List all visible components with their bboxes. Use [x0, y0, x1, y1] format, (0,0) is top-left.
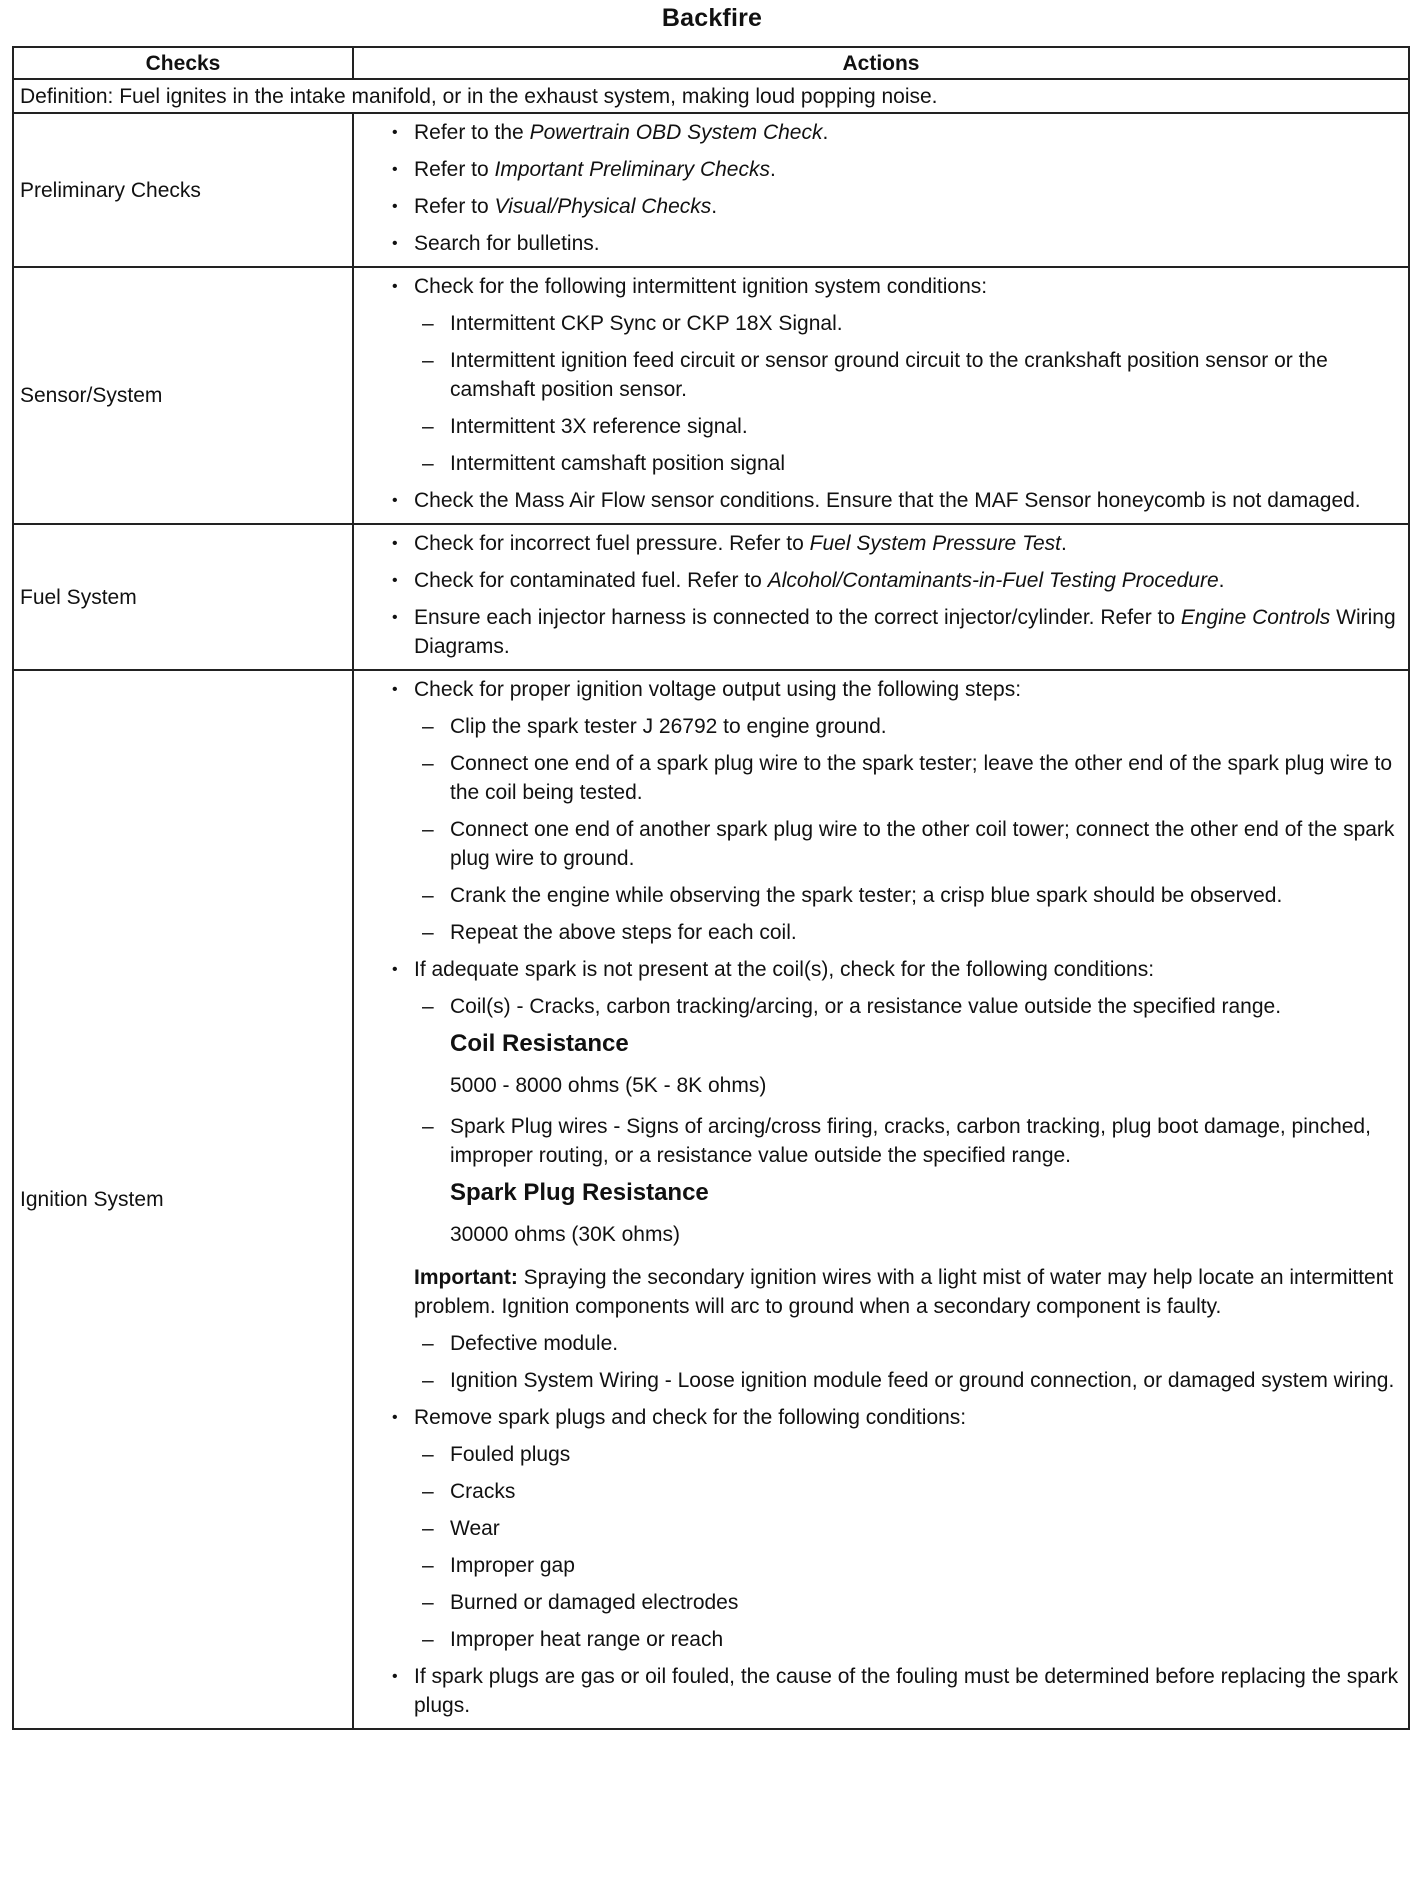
- table-row: [13, 670, 1409, 1729]
- actions-ignition: [353, 670, 1409, 1729]
- sub-item: – Burned or damaged electrodes: [370, 1588, 1400, 1617]
- sub-item: – Intermittent ignition feed circuit or sensor ground circuit to the crankshaft position sensor or the camshaft position sensor.: [370, 346, 1400, 404]
- important-text: Spraying the secondary ignition wires with a light mist of water may help locate an intermittent problem. Ignition components will arc to ground when a secondary component is faulty.: [414, 1266, 1394, 1318]
- header-row: [13, 47, 1409, 79]
- actions-preliminary: [353, 113, 1409, 267]
- item-text: Check for contaminated fuel. Refer to: [414, 569, 768, 592]
- diagnostic-table: [12, 46, 1410, 1730]
- actions-sensor: [353, 267, 1409, 524]
- plug-resistance-heading: Spark Plug Resistance: [450, 1179, 709, 1206]
- coil-resistance-heading: Coil Resistance: [450, 1030, 629, 1057]
- sub-item: – Wear: [370, 1514, 1400, 1543]
- item-text: Check for incorrect fuel pressure. Refer to: [414, 532, 810, 555]
- list-item: • Remove spark plugs and check for the following conditions:: [370, 1403, 1400, 1432]
- list-item: • Check for proper ignition voltage output using the following steps:: [370, 675, 1400, 704]
- item-text-end: Wiring Diagrams.: [414, 606, 1396, 658]
- sub-item: – Intermittent 3X reference signal.: [370, 412, 1400, 441]
- important-note: [414, 1263, 1400, 1321]
- item-text-end: .: [822, 121, 829, 144]
- check-label-preliminary: Preliminary Checks: [13, 113, 353, 267]
- check-label-ignition: Ignition System: [13, 670, 353, 1729]
- sub-item: – Repeat the above steps for each coil.: [370, 918, 1400, 947]
- item-text-end: .: [711, 195, 718, 218]
- item-text-end: .: [769, 158, 776, 181]
- definition-text: Definition: Fuel ignites in the intake manifold, or in the exhaust system, making loud popping noise.: [13, 79, 1409, 113]
- important-label: Important:: [414, 1266, 518, 1289]
- sub-item: – Crank the engine while observing the spark tester; a crisp blue spark should be observed.: [370, 881, 1400, 910]
- check-label-fuel: Fuel System: [13, 524, 353, 670]
- item-reference: Important Preliminary Checks: [494, 158, 770, 181]
- page-title: Backfire: [661, 4, 763, 32]
- sub-item: – Improper heat range or reach: [370, 1625, 1400, 1654]
- sub-item: – Ignition System Wiring - Loose ignition module feed or ground connection, or damaged system wiring.: [370, 1366, 1400, 1395]
- list-item: • Check for the following intermittent ignition system conditions:: [370, 272, 1400, 301]
- list-item: [370, 229, 1400, 258]
- item-text-end: .: [1061, 532, 1067, 555]
- item-reference: Alcohol/Contaminants-in-Fuel Testing Procedure: [767, 569, 1219, 592]
- list-item: [370, 118, 1400, 147]
- sub-item: – Intermittent CKP Sync or CKP 18X Signal.: [370, 309, 1400, 338]
- definition-row: [13, 79, 1409, 113]
- coil-resistance-value: 5000 - 8000 ohms (5K - 8K ohms): [450, 1074, 767, 1097]
- item-text: Refer to the: [414, 121, 530, 144]
- list-item: • If adequate spark is not present at the coil(s), check for the following conditions:: [370, 955, 1400, 984]
- table-row: [13, 113, 1409, 267]
- list-item: [370, 192, 1400, 221]
- sub-item: – Fouled plugs: [370, 1440, 1400, 1469]
- actions-header: Actions: [353, 47, 1409, 79]
- sub-item: – Connect one end of another spark plug wire to the other coil tower; connect the other end of the spark plug wire to ground.: [370, 815, 1400, 873]
- item-reference: Visual/Physical Checks: [494, 195, 712, 218]
- table-row: [13, 524, 1409, 670]
- list-item: [370, 155, 1400, 184]
- list-item: • If spark plugs are gas or oil fouled, the cause of the fouling must be determined before replacing the spark plugs.: [370, 1662, 1400, 1720]
- item-reference: Fuel System Pressure Test: [809, 532, 1061, 555]
- sub-item: – Coil(s) - Cracks, carbon tracking/arcing, or a resistance value outside the specified range.: [370, 992, 1400, 1021]
- list-item: [370, 529, 1400, 558]
- actions-fuel: [353, 524, 1409, 670]
- checks-header: Checks: [13, 47, 353, 79]
- table-row: [13, 267, 1409, 524]
- item-reference: Powertrain OBD System Check: [529, 121, 823, 144]
- sub-item: – Improper gap: [370, 1551, 1400, 1580]
- list-item: [370, 566, 1400, 595]
- item-reference: Engine Controls: [1180, 606, 1331, 629]
- item-text: Search for bulletins.: [414, 232, 600, 255]
- sub-item: – Intermittent camshaft position signal: [370, 449, 1400, 478]
- check-label-sensor: Sensor/System: [13, 267, 353, 524]
- sub-item: – Spark Plug wires - Signs of arcing/cross firing, cracks, carbon tracking, plug boot damage, pinched, improper routing, or a resistance value outside the specified range.: [370, 1112, 1400, 1170]
- sub-item: – Clip the spark tester J 26792 to engine ground.: [370, 712, 1400, 741]
- item-text: Ensure each injector harness is connected to the correct injector/cylinder. Refer to: [414, 606, 1181, 629]
- item-text: Refer to: [414, 158, 495, 181]
- sub-item: – Connect one end of a spark plug wire to the spark tester; leave the other end of the spark plug wire to the coil being tested.: [370, 749, 1400, 807]
- list-item: [370, 603, 1400, 661]
- list-item: • Check the Mass Air Flow sensor conditions. Ensure that the MAF Sensor honeycomb is not damaged.: [370, 486, 1400, 515]
- sub-item: – Cracks: [370, 1477, 1400, 1506]
- plug-resistance-value: 30000 ohms (30K ohms): [450, 1223, 680, 1246]
- item-text-end: .: [1218, 569, 1225, 592]
- sub-item: – Defective module.: [370, 1329, 1400, 1358]
- item-text: Refer to: [414, 195, 495, 218]
